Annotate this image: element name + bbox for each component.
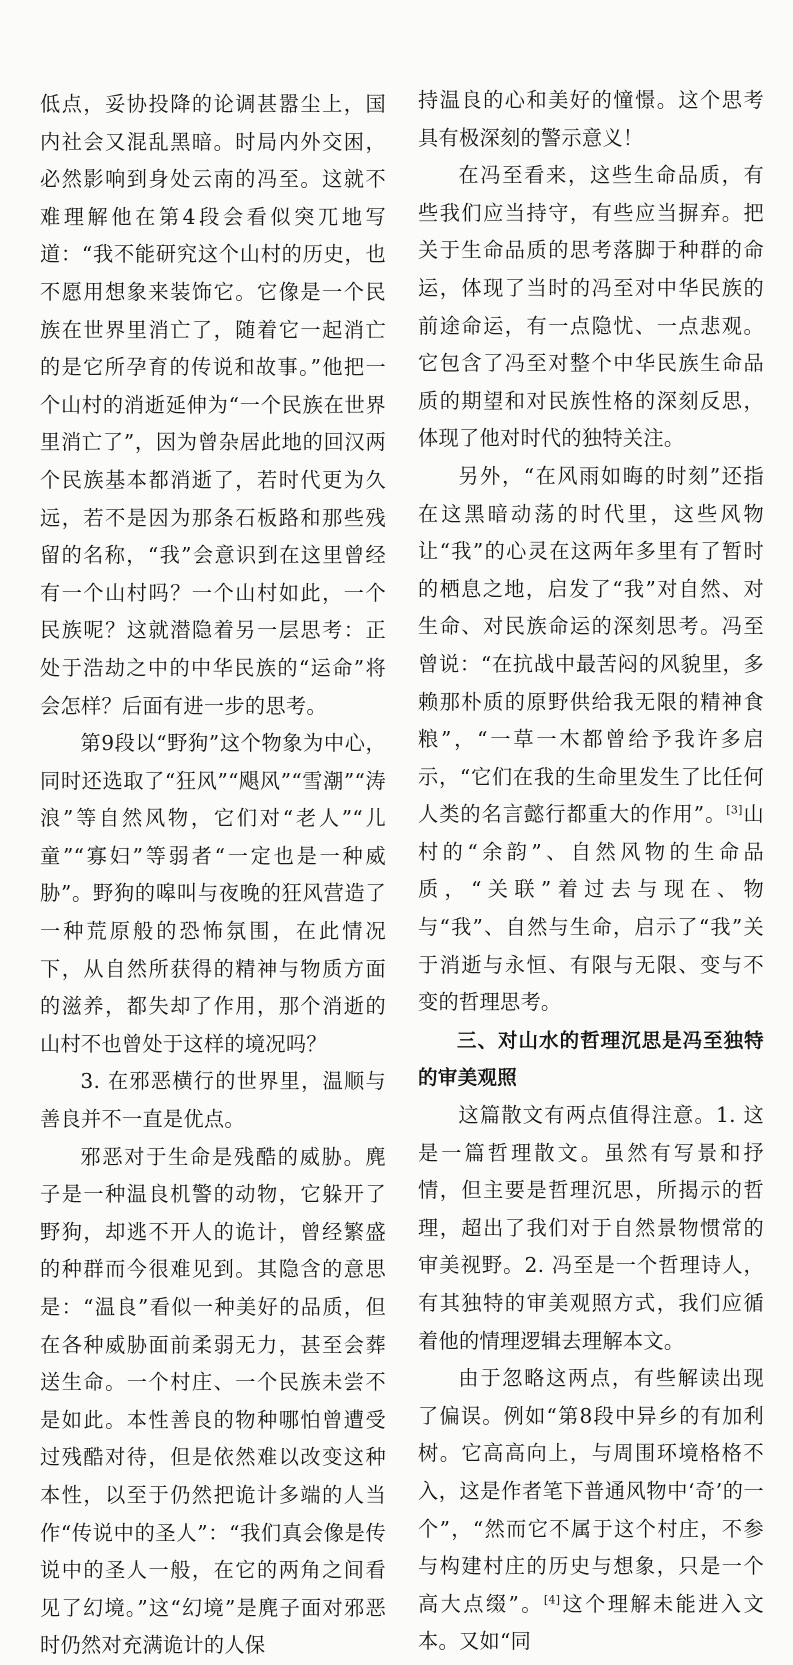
citation-mark: [3] <box>726 803 743 817</box>
paragraph-continued: 低点，妥协投降的论调甚嚣尘上，国内社会又混乱黑暗。时局内外交困，必然影响到身处云南的冯至。这就不难理解他在第4段会看似突兀地写道：“我不能研究这个山村的历史，也不愿用想象来装饰它。它像是一个民族在世界里消亡了，随着它一起消亡的是它所孕育的传说和故事。”他把一个山村的消逝延伸为“一个民族在世界里消亡了”，因为曾杂居此地的回汉两个民族基本都消逝了，若时代更为久远，若不是因为那条石板路和那些残留的名称，“我”会意识到在这里曾经有一个山村吗？一个山村如此，一个民族呢？这就潜隐着另一层思考：正处于浩劫之中的中华民族的“运命”将会怎样？后面有进一步的思考。 <box>40 92 386 718</box>
paragraph-continued: 持温良的心和美好的憧憬。这个思考具有极深刻的警示意义！ <box>418 88 764 150</box>
citation-mark: [4] <box>543 1593 561 1607</box>
paragraph: 邪恶对于生命是残酷的威胁。麂子是一种温良机警的动物，它躲开了野狗，却逃不开人的诡计，曾经繁盛的种群而今很难见到。其隐含的意思是：“温良”看似一种美好的品质，但在各种威胁面前柔弱无力，甚至会葬送生命。一个村庄、一个民族未尝不是如此。本性善良的物种哪怕曾遭受过残酷对待，但是依然难以改变这种本性，以至于仍然把诡计多端的人当作“传说中的圣人”：“我们真会像是传说中的圣人一般，在它的两角之间看见了幻境。”这“幻境”是麂子面对邪恶时仍然对充满诡计的人保 <box>40 1144 386 1658</box>
left-column <box>40 86 386 1665</box>
paragraph: 第9段以“野狗”这个物象为中心，同时还选取了“狂风”“飓风”“雪潮”“涛浪”等自然风物，它们对“老人”“儿童”“寡妇”等弱者“一定也是一种威胁”。野狗的嗥叫与夜晚的狂风营造了一种荒原般的恐怖氛围，在此情况下，从自然所获得的精神与物质方面的滋养，都失却了作用，那个消逝的山村不也曾处于这样的境况吗？ <box>40 731 386 1056</box>
paragraph-subpoint: 3. 在邪恶横行的世界里，温顺与善良并不一直是优点。 <box>40 1069 386 1132</box>
right-column <box>418 82 764 1661</box>
paragraph-text-after: 山村的“余韵”、自然风物的生命品质，“关联”着过去与现在、物与“我”、自然与生命，启示了“我”关于消逝与永恒、有限与无限、变与不变的哲理思考。 <box>418 802 764 1015</box>
paragraph: 这篇散文有两点值得注意。1. 这是一篇哲理散文。虽然有写景和抒情，但主要是哲理沉思，所揭示的哲理，超出了我们对于自然景物惯常的审美视野。2. 冯至是一个哲理诗人，有其独特的审美观照方式，我们应循着他的情理逻辑去理解本文。 <box>418 1103 764 1353</box>
paragraph-text-after: 这个理解未能进入文本。又如“同 <box>418 1591 765 1654</box>
paragraph-with-citation <box>418 458 764 1022</box>
paragraph-text: 另外，“在风雨如晦的时刻”还指在这黑暗动荡的时代里，这些风物让“我”的心灵在这两年多里有了暂时的栖息之地，启发了“我”对自然、对生命、对民族命运的深刻思考。冯至曾说：“在抗战中最苦闷的风貌里，多赖那朴质的原野供给我无限的精神食粮”，“一草一木都曾给予我许多启示，“它们在我的生命里发生了比任何人类的名言懿行都重大的作用”。 <box>418 463 764 827</box>
section-heading: 三、对山水的哲理沉思是冯至独特的审美观照 <box>418 1028 764 1090</box>
paragraph: 在冯至看来，这些生命品质，有些我们应当持守，有些应当摒弃。把关于生命品质的思考落脚于种群的命运，体现了当时的冯至对中华民族的前途命运，有一点隐忧、一点悲观。它包含了冯至对整个中华民族生命品质的期望和对民族性格的深刻反思，体现了他对时代的独特关注。 <box>418 163 764 451</box>
paragraph-text: 由于忽略这两点，有些解读出现了偏误。例如“第8段中异乡的有加利树。它高高向上，与周围环境格格不入，这是作者笔下普通风物中‘奇’的一个”，“然而它不属于这个村庄，不参与构建村庄的历史与想象，只是一个高大点缀”。 <box>418 1366 764 1616</box>
paragraph-with-citation <box>418 1360 764 1661</box>
